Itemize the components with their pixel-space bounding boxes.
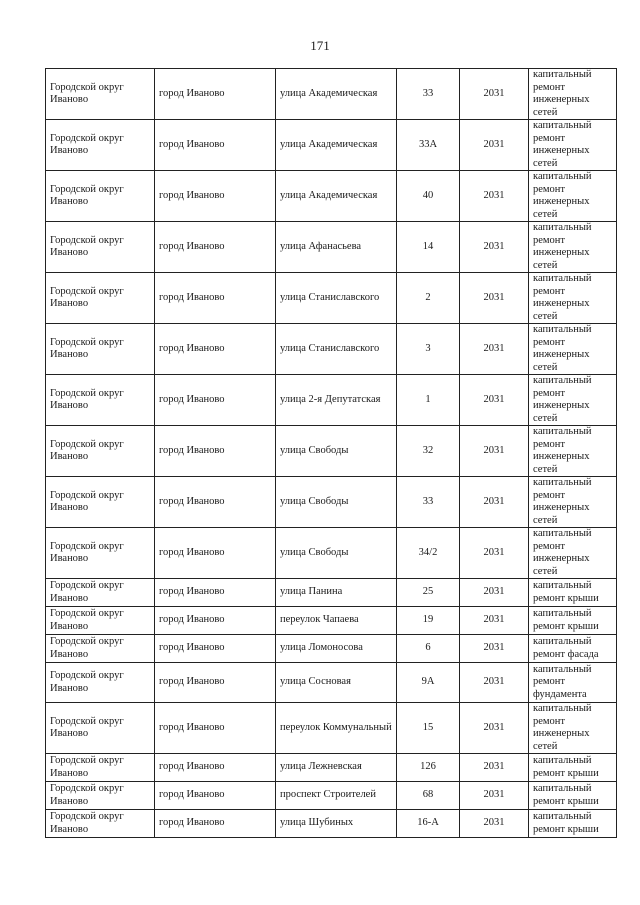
- street-cell: переулок Коммунальный: [276, 703, 397, 754]
- street-cell: улица Сосновая: [276, 663, 397, 703]
- page-number: 171: [310, 38, 330, 53]
- house-number-cell: 34/2: [397, 528, 460, 579]
- house-number-cell: 3: [397, 324, 460, 375]
- year-cell: 2031: [460, 579, 529, 607]
- house-number-cell: 32: [397, 426, 460, 477]
- city-cell: город Иваново: [155, 754, 276, 782]
- city-cell: город Иваново: [155, 782, 276, 810]
- district-cell: Городской округ Иваново: [46, 810, 155, 838]
- table-row: [46, 663, 617, 703]
- work-type-cell: капитальный ремонт инженерных сетей: [529, 120, 617, 171]
- house-number-cell: 1: [397, 375, 460, 426]
- city-cell: город Иваново: [155, 635, 276, 663]
- house-number-cell: 33: [397, 69, 460, 120]
- table-row: [46, 579, 617, 607]
- year-cell: 2031: [460, 528, 529, 579]
- street-cell: улица Свободы: [276, 528, 397, 579]
- street-cell: улица Академическая: [276, 69, 397, 120]
- street-cell: улица Ломоносова: [276, 635, 397, 663]
- street-cell: улица Лежневская: [276, 754, 397, 782]
- year-cell: 2031: [460, 703, 529, 754]
- house-number-cell: 2: [397, 273, 460, 324]
- house-number-cell: 33А: [397, 120, 460, 171]
- district-cell: Городской округ Иваново: [46, 69, 155, 120]
- house-number-cell: 9А: [397, 663, 460, 703]
- street-cell: улица 2-я Депутатская: [276, 375, 397, 426]
- table-row: [46, 754, 617, 782]
- city-cell: город Иваново: [155, 528, 276, 579]
- house-number-cell: 25: [397, 579, 460, 607]
- house-number-cell: 33: [397, 477, 460, 528]
- year-cell: 2031: [460, 375, 529, 426]
- year-cell: 2031: [460, 171, 529, 222]
- house-number-cell: 14: [397, 222, 460, 273]
- year-cell: 2031: [460, 635, 529, 663]
- year-cell: 2031: [460, 754, 529, 782]
- street-cell: улица Станиславского: [276, 324, 397, 375]
- street-cell: улица Свободы: [276, 426, 397, 477]
- city-cell: город Иваново: [155, 171, 276, 222]
- year-cell: 2031: [460, 477, 529, 528]
- table-row: [46, 782, 617, 810]
- district-cell: Городской округ Иваново: [46, 477, 155, 528]
- district-cell: Городской округ Иваново: [46, 754, 155, 782]
- work-type-cell: капитальный ремонт инженерных сетей: [529, 703, 617, 754]
- work-type-cell: капитальный ремонт инженерных сетей: [529, 426, 617, 477]
- table-row: [46, 703, 617, 754]
- work-type-cell: капитальный ремонт крыши: [529, 607, 617, 635]
- city-cell: город Иваново: [155, 375, 276, 426]
- district-cell: Городской округ Иваново: [46, 171, 155, 222]
- street-cell: улица Шубиных: [276, 810, 397, 838]
- district-cell: Городской округ Иваново: [46, 120, 155, 171]
- district-cell: Городской округ Иваново: [46, 324, 155, 375]
- house-number-cell: 126: [397, 754, 460, 782]
- street-cell: улица Афанасьева: [276, 222, 397, 273]
- district-cell: Городской округ Иваново: [46, 273, 155, 324]
- city-cell: город Иваново: [155, 477, 276, 528]
- work-type-cell: капитальный ремонт инженерных сетей: [529, 69, 617, 120]
- work-type-cell: капитальный ремонт крыши: [529, 754, 617, 782]
- year-cell: 2031: [460, 120, 529, 171]
- year-cell: 2031: [460, 663, 529, 703]
- city-cell: город Иваново: [155, 607, 276, 635]
- work-type-cell: капитальный ремонт инженерных сетей: [529, 222, 617, 273]
- work-type-cell: капитальный ремонт крыши: [529, 782, 617, 810]
- city-cell: город Иваново: [155, 703, 276, 754]
- year-cell: 2031: [460, 426, 529, 477]
- table-row: [46, 607, 617, 635]
- city-cell: город Иваново: [155, 426, 276, 477]
- house-number-cell: 40: [397, 171, 460, 222]
- work-type-cell: капитальный ремонт инженерных сетей: [529, 324, 617, 375]
- house-number-cell: 19: [397, 607, 460, 635]
- year-cell: 2031: [460, 782, 529, 810]
- table-row: [46, 171, 617, 222]
- district-cell: Городской округ Иваново: [46, 426, 155, 477]
- house-number-cell: 16-А: [397, 810, 460, 838]
- city-cell: город Иваново: [155, 222, 276, 273]
- district-cell: Городской округ Иваново: [46, 528, 155, 579]
- city-cell: город Иваново: [155, 273, 276, 324]
- table-row: [46, 477, 617, 528]
- street-cell: проспект Строителей: [276, 782, 397, 810]
- district-cell: Городской округ Иваново: [46, 635, 155, 663]
- city-cell: город Иваново: [155, 120, 276, 171]
- work-type-cell: капитальный ремонт фасада: [529, 635, 617, 663]
- work-type-cell: капитальный ремонт инженерных сетей: [529, 171, 617, 222]
- work-type-cell: капитальный ремонт крыши: [529, 579, 617, 607]
- street-cell: улица Свободы: [276, 477, 397, 528]
- year-cell: 2031: [460, 810, 529, 838]
- district-cell: Городской округ Иваново: [46, 375, 155, 426]
- table-row: [46, 324, 617, 375]
- work-type-cell: капитальный ремонт инженерных сетей: [529, 528, 617, 579]
- street-cell: улица Станиславского: [276, 273, 397, 324]
- table-row: [46, 810, 617, 838]
- repair-registry-table: [45, 68, 617, 838]
- city-cell: город Иваново: [155, 69, 276, 120]
- table-row: [46, 375, 617, 426]
- house-number-cell: 15: [397, 703, 460, 754]
- street-cell: улица Академическая: [276, 171, 397, 222]
- district-cell: Городской округ Иваново: [46, 703, 155, 754]
- district-cell: Городской округ Иваново: [46, 579, 155, 607]
- district-cell: Городской округ Иваново: [46, 607, 155, 635]
- table-row: [46, 69, 617, 120]
- house-number-cell: 6: [397, 635, 460, 663]
- city-cell: город Иваново: [155, 663, 276, 703]
- work-type-cell: капитальный ремонт крыши: [529, 810, 617, 838]
- table-row: [46, 120, 617, 171]
- table-row: [46, 222, 617, 273]
- city-cell: город Иваново: [155, 579, 276, 607]
- table-row: [46, 273, 617, 324]
- work-type-cell: капитальный ремонт инженерных сетей: [529, 273, 617, 324]
- street-cell: улица Академическая: [276, 120, 397, 171]
- year-cell: 2031: [460, 324, 529, 375]
- year-cell: 2031: [460, 69, 529, 120]
- year-cell: 2031: [460, 607, 529, 635]
- street-cell: улица Панина: [276, 579, 397, 607]
- city-cell: город Иваново: [155, 810, 276, 838]
- work-type-cell: капитальный ремонт инженерных сетей: [529, 477, 617, 528]
- city-cell: город Иваново: [155, 324, 276, 375]
- street-cell: переулок Чапаева: [276, 607, 397, 635]
- work-type-cell: капитальный ремонт фундамента: [529, 663, 617, 703]
- district-cell: Городской округ Иваново: [46, 663, 155, 703]
- table-row: [46, 635, 617, 663]
- district-cell: Городской округ Иваново: [46, 222, 155, 273]
- district-cell: Городской округ Иваново: [46, 782, 155, 810]
- table-row: [46, 426, 617, 477]
- table-row: [46, 528, 617, 579]
- work-type-cell: капитальный ремонт инженерных сетей: [529, 375, 617, 426]
- house-number-cell: 68: [397, 782, 460, 810]
- year-cell: 2031: [460, 273, 529, 324]
- year-cell: 2031: [460, 222, 529, 273]
